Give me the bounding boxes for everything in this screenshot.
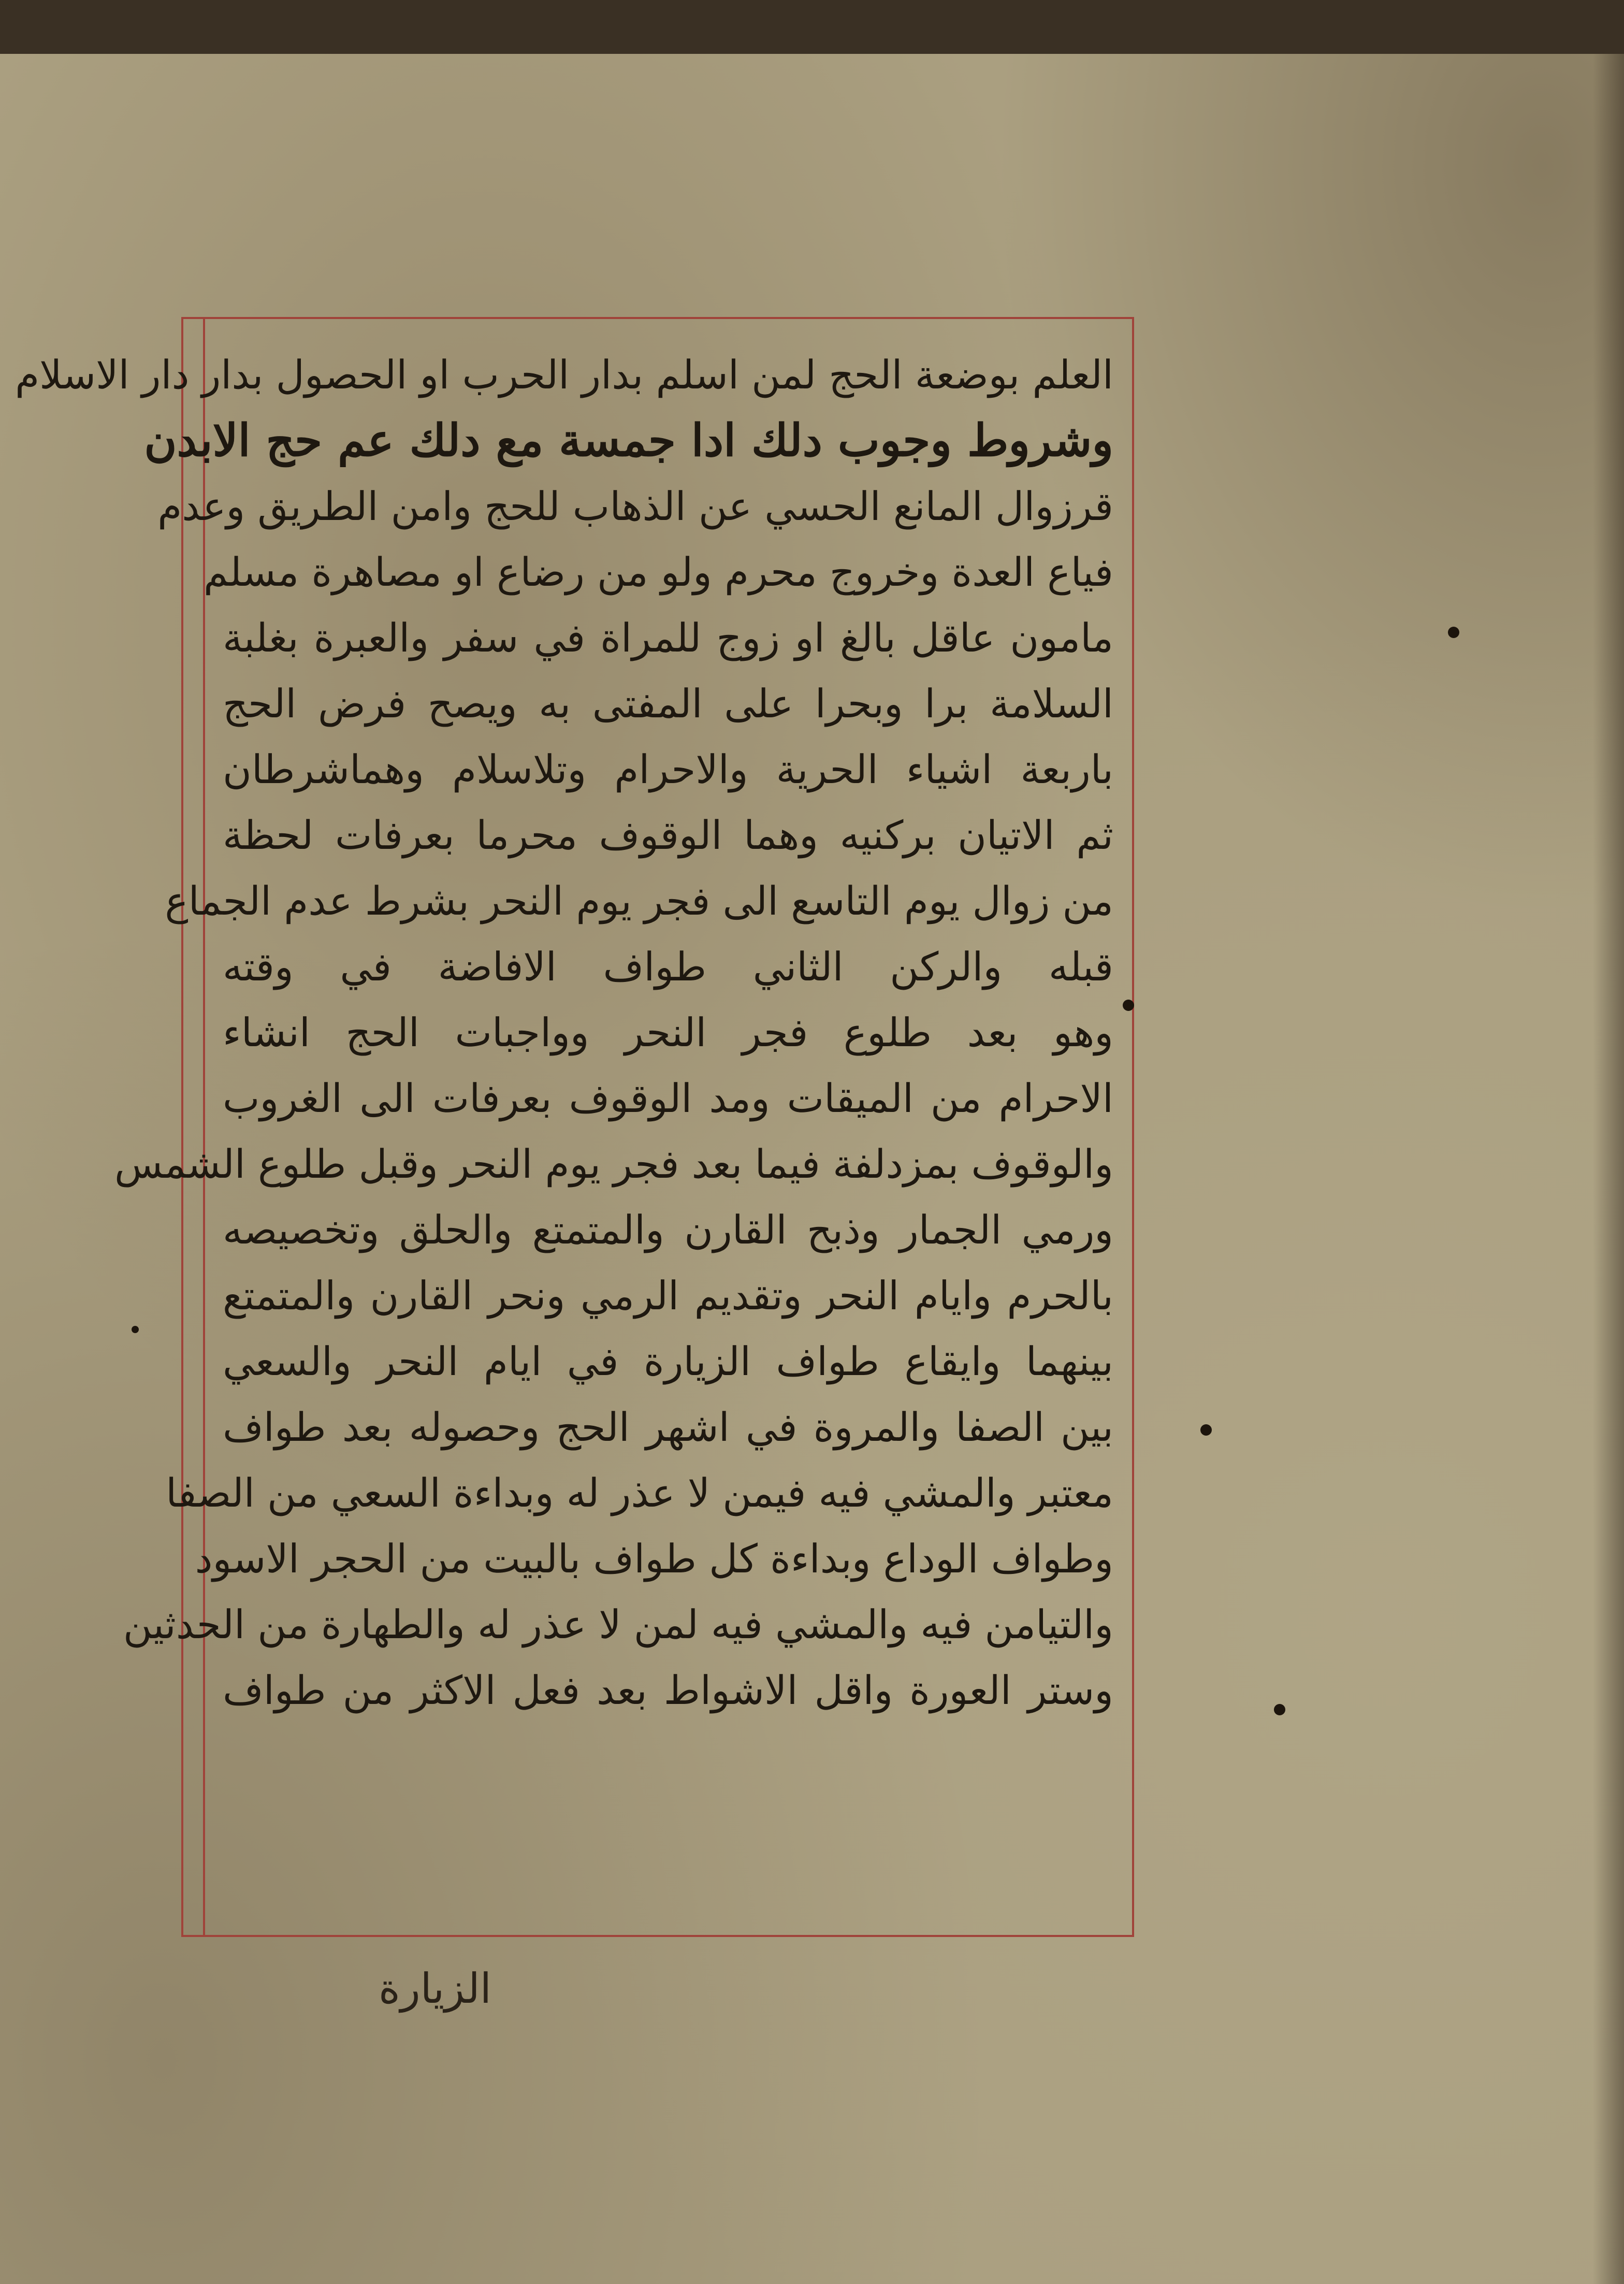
text-line: بينهما وايقاع طواف الزيارة في ايام النحر والسعي (223, 1338, 1113, 1384)
text-line: وشروط وجوب دلك ادا جمسة مع دلك عم حج الابدن (144, 414, 1113, 467)
ink-spot (1123, 1000, 1134, 1011)
text-line: وستر العورة واقل الاشواط بعد فعل الاكثر من طواف (223, 1667, 1113, 1713)
text-line: والوقوف بمزدلفة فيما بعد فجر يوم النحر وقبل طلوع الشمس (114, 1141, 1113, 1187)
ink-spot (1448, 627, 1459, 638)
page-edge-shadow (1593, 54, 1624, 2284)
text-line: ورمي الجمار وذبح القارن والمتمتع والحلق وتخصيصه (223, 1207, 1113, 1253)
text-line: السلامة برا وبحرا على المفتى به ويصح فرض الحج (223, 681, 1113, 727)
text-line: الاحرام من الميقات ومد الوقوف بعرفات الى الغروب (223, 1075, 1113, 1121)
ink-spot (132, 1326, 139, 1333)
text-line: العلم بوضعة الحج لمن اسلم بدار الحرب او الحصول بدار دار الاسلام (15, 352, 1113, 398)
text-line: فياع العدة وخروج محرم ولو من رضاع او مصاهرة مسلم (203, 549, 1113, 595)
text-line: بالحرم وايام النحر وتقديم الرمي ونحر القارن والمتمتع (223, 1273, 1113, 1319)
text-line: قبله والركن الثاني طواف الافاضة في وقته (223, 944, 1113, 990)
text-line: بين الصفا والمروة في اشهر الحج وحصوله بعد طواف (223, 1404, 1113, 1450)
text-line: وهو بعد طلوع فجر النحر وواجبات الحج انشاء (223, 1009, 1113, 1056)
text-line: وطواف الوداع وبداءة كل طواف بالبيت من الحجر الاسود (195, 1536, 1113, 1582)
text-line: باربعة اشياء الحرية والاحرام وتلاسلام وهماشرطان (223, 746, 1113, 792)
text-line: معتبر والمشي فيه فيمن لا عذر له وبداءة السعي من الصفا (166, 1470, 1113, 1516)
text-line: قرزوال المانع الحسي عن الذهاب للحج وامن الطريق وعدم (157, 483, 1113, 529)
manuscript-text-block (15, 342, 1113, 1723)
ink-spot (1200, 1424, 1212, 1436)
text-line: من زوال يوم التاسع الى فجر يوم النحر بشرط عدم الجماع (165, 878, 1113, 924)
ink-spot (1274, 1704, 1285, 1715)
text-line: مامون عاقل بالغ او زوج للمراة في سفر والعبرة بغلبة (223, 615, 1113, 661)
text-line: ثم الاتيان بركنيه وهما الوقوف محرما بعرفات لحظة (223, 812, 1113, 858)
catchword: الزيارة (379, 1964, 491, 2013)
text-line: والتيامن فيه والمشي فيه لمن لا عذر له والطهارة من الحدثين (123, 1601, 1113, 1647)
